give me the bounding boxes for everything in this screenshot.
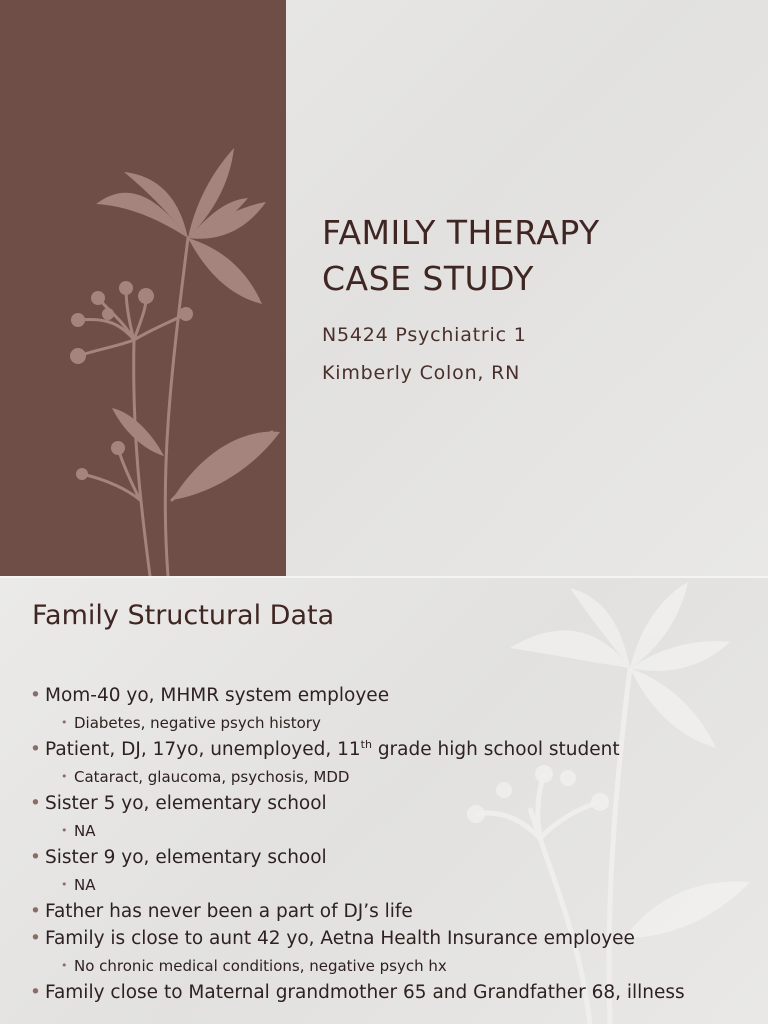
list-subitem: • NA (30, 872, 685, 898)
course-code: N5424 Psychiatric 1 (322, 324, 527, 346)
list-item: • Family close to Maternal grandmother 65 and Grandfather 68, illness (30, 980, 685, 1006)
list-item: • Sister 5 yo, elementary school (30, 791, 685, 817)
content-slide (0, 578, 768, 1024)
ordinal-suffix: th (360, 737, 372, 751)
list-subitem: • NA (30, 818, 685, 844)
decorative-panel (0, 0, 286, 576)
slide-heading: Family Structural Data (32, 600, 335, 631)
patient-text: Patient, DJ, 17yo, unemployed, 11 (45, 739, 361, 760)
author-name: Kimberly Colon, RN (322, 362, 521, 384)
slide-subtitle (322, 316, 527, 392)
plant-illustration-icon (0, 0, 286, 576)
list-item: • Father has never been a part of DJ’s life (30, 899, 685, 925)
title-line-1: FAMILY THERAPY (322, 213, 600, 252)
list-subitem: • Cataract, glaucoma, psychosis, MDD (30, 764, 685, 790)
list-item: • Sister 9 yo, elementary school (30, 845, 685, 871)
list-subitem: • Diabetes, negative psych history (30, 710, 685, 736)
family-data-list (30, 682, 685, 1007)
list-item: • Family is close to aunt 42 yo, Aetna Health Insurance employee (30, 926, 685, 952)
list-subitem: • No chronic medical conditions, negative psych hx (30, 953, 685, 979)
slide-title (322, 210, 600, 302)
title-line-2: CASE STUDY (322, 259, 534, 298)
list-item: • Mom-40 yo, MHMR system employee (30, 683, 685, 709)
list-item (30, 737, 685, 763)
patient-text-cont: grade high school student (371, 739, 620, 760)
